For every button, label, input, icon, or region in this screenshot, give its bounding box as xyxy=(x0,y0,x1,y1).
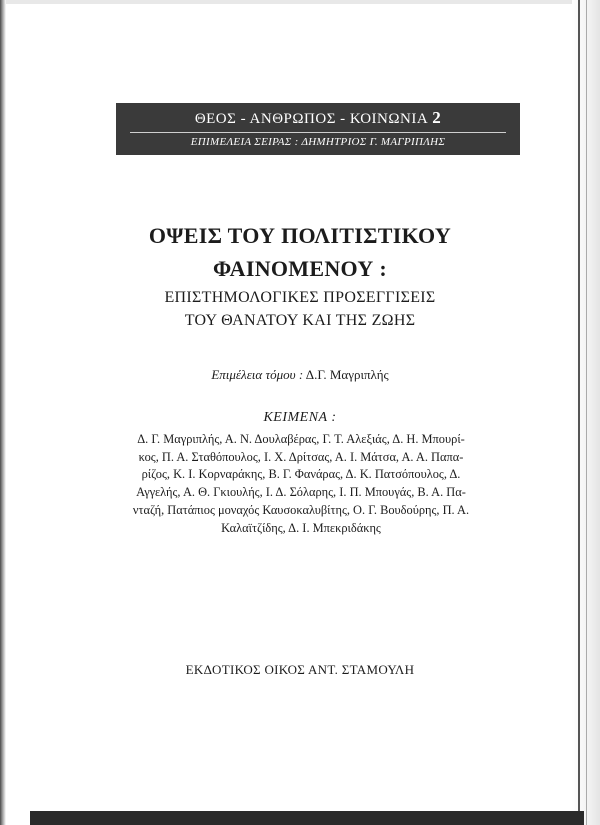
scan-left-edge xyxy=(0,0,6,825)
scan-right-line xyxy=(578,0,580,825)
book-subtitle-line-1: ΕΠΙΣΤΗΜΟΛΟΓΙΚΕΣ ΠΡΟΣΕΓΓΙΣΕΙΣ xyxy=(164,289,436,306)
scan-bottom-edge xyxy=(30,811,584,825)
volume-editor-name: Δ.Γ. Μαγριπλής xyxy=(305,367,389,382)
texts-heading: ΚΕΙΜΕΝΑ : xyxy=(263,410,337,425)
authors-line: νταζή, Πατάπιος μοναχός Καυσοκαλυβίτης, Ο. Γ. Βουδούρης, Π. Α. xyxy=(132,502,470,517)
series-number: 2 xyxy=(432,108,442,127)
authors-line: Αγγελής, Α. Θ. Γκιουλής, Ι. Δ. Σόλαρης, Ι. Π. Μπουγάς, Β. Α. Πα- xyxy=(136,485,466,500)
scan-top-edge xyxy=(0,0,600,4)
book-subtitle-line-2: ΤΟΥ ΘΑΝΑΤΟΥ ΚΑΙ ΤΗΣ ΖΩΗΣ xyxy=(184,312,416,329)
volume-editor-label: Επιμέλεια τόμου : xyxy=(211,367,304,382)
book-title-line-1: ΟΨΕΙΣ ΤΟΥ ΠΟΛΙΤΙΣΤΙΚΟΥ xyxy=(148,223,452,248)
authors-line: ρίζος, Κ. Ι. Κορναράκης, Β. Γ. Φανάρας, Δ. Κ. Πατσόπουλος, Δ. xyxy=(141,467,461,482)
authors-line: κος, Π. Α. Σταθόπουλος, Ι. Χ. Δρίτσας, Α. Ι. Μάτσα, Α. Α. Παπα- xyxy=(138,449,464,464)
authors-line: Δ. Γ. Μαγριπλής, Α. Ν. Δουλαβέρας, Γ. Τ. Αλεξιάς, Δ. Η. Μπουρί- xyxy=(137,432,465,446)
book-title-line-2: ΦΑΙΝΟΜΕΝΟΥ : xyxy=(213,256,387,281)
publisher: ΕΚΔΟΤΙΚΟΣ ΟΙΚΟΣ ΑΝΤ. ΣΤΑΜΟΥΛΗ xyxy=(185,662,415,677)
book-subtitle xyxy=(100,286,500,332)
authors-list xyxy=(108,431,494,537)
series-banner xyxy=(116,103,520,155)
authors-line: Καλαϊτζίδης, Δ. Ι. Μπεκριδάκης xyxy=(221,520,381,535)
scan-right-line-faint xyxy=(586,0,587,825)
series-editor: ΕΠΙΜΕΛΕΙΑ ΣΕΙΡΑΣ : ΔΗΜΗΤΡΙΟΣ Γ. ΜΑΓΡΙΠΛΗΣ xyxy=(190,136,446,148)
series-title xyxy=(116,108,520,128)
series-title-text: ΘΕΟΣ - ΑΝΘΡΩΠΟΣ - ΚΟΙΝΩΝΙΑ xyxy=(194,111,429,127)
book-title xyxy=(100,219,500,285)
volume-editor xyxy=(120,367,480,383)
banner-divider xyxy=(130,132,506,133)
